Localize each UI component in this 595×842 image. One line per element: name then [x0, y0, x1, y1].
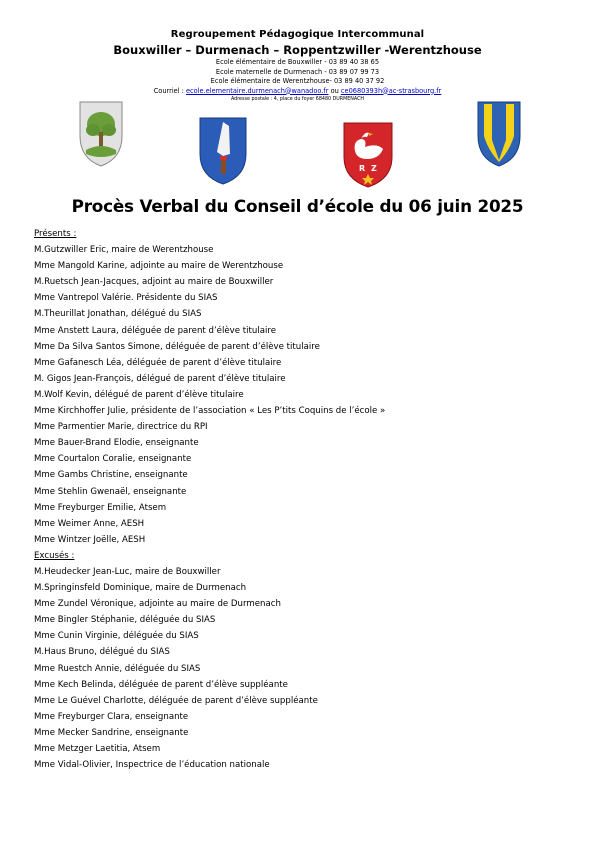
- swan-crest-icon: [343, 121, 393, 189]
- list-item: Mme Vidal-Olivier, Inspectrice de l’éducation nationale: [34, 760, 270, 771]
- list-item: M.Theurillat Jonathan, délégué du SIAS: [34, 309, 202, 320]
- list-item: Mme Stehlin Gwenaël, enseignante: [34, 486, 187, 497]
- list-item: M. Gigos Jean-François, délégué de parent d’élève titulaire: [34, 373, 286, 384]
- letterhead: [0, 28, 595, 103]
- list-item: M.Wolf Kevin, délégué de parent d’élève titulaire: [34, 389, 244, 400]
- list-item: Mme Wintzer Joëlle, AESH: [34, 534, 146, 545]
- list-item: M.Springinsfeld Dominique, maire de Durmenach: [34, 583, 247, 594]
- list-item: Mme Le Guével Charlotte, déléguée de parent d’élève suppléante: [34, 695, 318, 706]
- list-item: Mme Gambs Christine, enseignante: [34, 470, 188, 481]
- list-item: M.Haus Bruno, délégué du SIAS: [34, 647, 170, 658]
- list-item: Mme Cunin Virginie, déléguée du SIAS: [34, 631, 199, 642]
- list-item: Mme Gafanesch Léa, déléguée de parent d’élève titulaire: [34, 357, 282, 368]
- presents-heading: Présents :: [34, 229, 77, 239]
- school-werentzhouse: Ecole élémentaire de Werentzhouse- 03 89 40 37 92: [210, 77, 385, 85]
- email-label: Courriel :: [153, 86, 184, 95]
- list-item: Mme Kech Belinda, déléguée de parent d’élève suppléante: [34, 679, 288, 690]
- presents-list: [34, 242, 574, 548]
- excuses-list: [34, 564, 574, 773]
- list-item: Mme Zundel Véronique, adjointe au maire de Durmenach: [34, 599, 281, 610]
- list-item: Mme Courtalon Coralie, enseignante: [34, 454, 192, 465]
- towns-line: Bouxwiller – Durmenach – Roppentzwiller -Werentzhouse: [113, 43, 482, 57]
- school-bouxwiller: Ecole élémentaire de Bouxwiller - 03 89 40 38 65: [215, 58, 380, 66]
- attendance-list: [34, 226, 574, 773]
- list-item: Mme Da Silva Santos Simone, déléguée de parent d’élève titulaire: [34, 341, 320, 352]
- list-item: Mme Mangold Karine, adjointe au maire de Werentzhouse: [34, 261, 284, 272]
- list-item: Mme Ruestch Annie, déléguée du SIAS: [34, 663, 201, 674]
- email-line: [0, 87, 595, 97]
- svg-text:R: R: [359, 164, 366, 173]
- list-item: M.Ruetsch Jean-Jacques, adjoint au maire de Bouxwiller: [34, 277, 274, 288]
- email-or: ou: [330, 86, 339, 95]
- excuses-heading: Excusés :: [34, 550, 75, 561]
- list-item: Mme Vantrepol Valérie. Présidente du SIAS: [34, 293, 218, 304]
- list-item: Mme Bauer-Brand Elodie, enseignante: [34, 438, 199, 449]
- list-item: Mme Anstett Laura, déléguée de parent d’élève titulaire: [34, 325, 276, 336]
- school-durmenach: Ecole maternelle de Durmenach - 03 89 07 99 73: [215, 67, 380, 76]
- list-item: Mme Metzger Laetitia, Atsem: [34, 744, 161, 754]
- list-item: Mme Bingler Stéphanie, déléguée du SIAS: [34, 615, 216, 626]
- email-link-academie[interactable]: ce0680393h@ac-strasbourg.fr: [340, 86, 442, 95]
- list-item: Mme Weimer Anne, AESH: [34, 518, 145, 529]
- list-item: Mme Mecker Sandrine, enseignante: [34, 727, 189, 738]
- organization-name: Regroupement Pédagogique Intercommunal: [170, 29, 425, 40]
- document-title: Procès Verbal du Conseil d’école du 06 juin 2025: [71, 196, 524, 216]
- list-item: M.Gutzwiller Eric, maire de Werentzhouse: [34, 245, 214, 256]
- postal-address: Adresse postale : 4, place du foyer 68480 DURMENACH: [230, 97, 365, 102]
- list-item: Mme Freyburger Emilie, Atsem: [34, 502, 167, 513]
- knife-crest-icon: [199, 116, 247, 186]
- list-item: Mme Kirchhoffer Julie, présidente de l’association « Les P’tits Coquins de l’école »: [34, 406, 386, 417]
- wand-crest-icon: [476, 100, 522, 168]
- svg-text:Z: Z: [371, 164, 377, 173]
- list-item: Mme Freyburger Clara, enseignante: [34, 711, 189, 722]
- email-link-wanadoo[interactable]: ecole.elementaire.durmenach@wanadoo.fr: [185, 86, 329, 95]
- tree-crest-icon: [78, 100, 124, 168]
- list-item: Mme Parmentier Marie, directrice du RPI: [34, 422, 208, 433]
- list-item: M.Heudecker Jean-Luc, maire de Bouxwiller: [34, 566, 221, 577]
